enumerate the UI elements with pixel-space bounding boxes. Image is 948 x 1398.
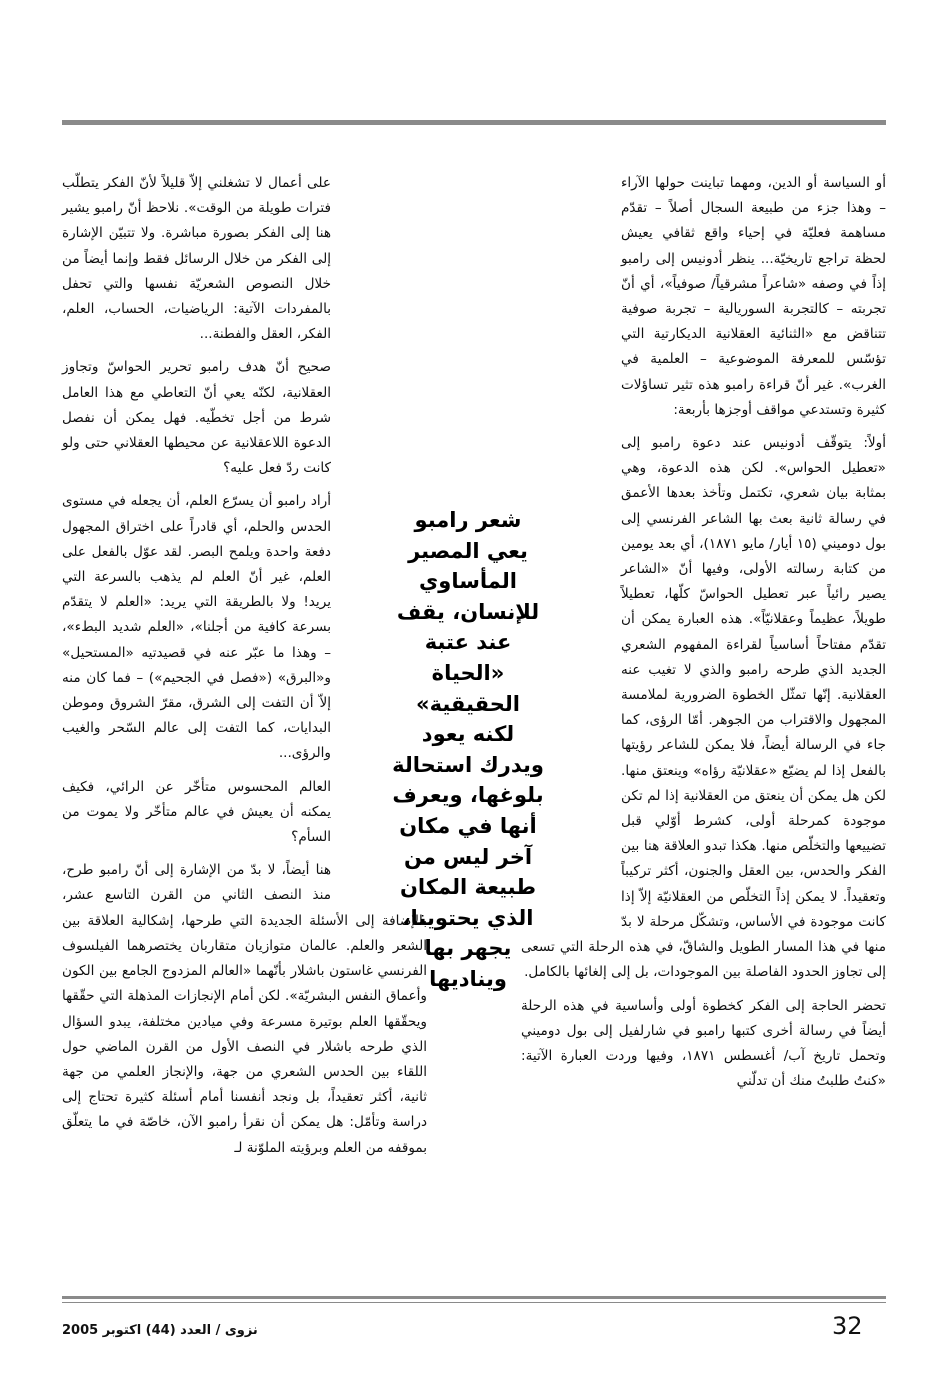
paragraph: أو السياسة أو الدين، ومهما تباينت حولها الآراء – وهذا جزء من طبيعة السجال أصلاً – تقدّم مساهمة فعليّة في إحياء واقع ثقافي يعيش لحظة تراجع تاريخيّة... ينظر أدونيس إلى رامبو إذاً في وصفه «شاعراً مشرقياً/ صوفياً»، أي أنّ تجربته – كالتجربة السوريالية – تجربة صوفية تتناقض مع «الثنائية العقلانية الديكارتية التي تؤسّس للمعرفة الموضوعية – العلمية في الغرب». غير أنّ قراءة رامبو هذه تثير تساؤلات كثيرة وتستدعي مواقف أوجزها بأربعة: [621, 175, 886, 418]
paragraph: على أعمال لا تشغلني إلاّ قليلاً لأنّ الفكر يتطلّب فترات طويلة من الوقت». نلاحظ أنّ رامبو يشير هنا إلى الفكر بصورة مباشرة. ولا تتبيّن الإشارة إلى الفكر من خلال الرسائل فقط وإنما أيضاً من خلال النصوص الشعريّة نفسها والتي تحفل بالمفردات الآتية: الرياضيات، الحساب، العلم، الفكر، العقل والفطنة... [62, 175, 331, 343]
paragraph: تحضر الحاجة إلى الفكر كخطوة أولى وأساسية في هذه الرحلة أيضاً في رسالة أخرى كتبها رامبو في شارلفيل إلى بول دوميني وتحمل تاريخ آب/ أغسطس ١٨٧١، وفيها وردت العبارة الآتية: «كنتُ طلبتُ منك أن تدلّني [521, 997, 886, 1090]
top-rule [62, 120, 886, 125]
paragraph: العالم المحسوس متأخّر عن الرائي، فكيف يمكنه أن يعيش في عالم متأخّر ولا يموت من السأم؟ [62, 778, 331, 846]
footer-journal-info: نزوى / العدد (44) اكتوبر 2005 [62, 1323, 258, 1338]
page-number: 32 [832, 1312, 863, 1340]
paragraph: صحيح أنّ هدف رامبو تحرير الحواسّ وتجاوز العقلانية، لكنّه يعي أنّ التعاطي مع هذا العامل شرط من أجل تخطّيه. فهل يمكن أن نفصل الدعوة اللاعقلانية عن محيطها العقلاني حتى ولو كانت ردّ فعل عليه؟ [62, 359, 331, 477]
left-column [62, 171, 427, 1169]
paragraph: أولاً: يتوقّف أدونيس عند دعوة رامبو إلى «تعطيل الحواس». لكن هذه الدعوة، وهي بمثابة بيان شعري، تكتمل وتأخذ بعدها الأعمق في رسالة ثانية بعث بها الشاعر الفرنسي إلى بول دوميني (١٥ أيار/ مايو ١٨٧١)، أي بعد يومين من كتابة رسالته الأولى، وفيها أنّ «الشاعر يصير رائياً عبر تعطيل الحواسّ كلّها، تعطيلاً طويلاً، عظيماً وعقلانيّاً». هذه العبارة يمكن أن تقدّم مفتاحاً أساسياً لقراءة المفهوم الشعري الجديد الذي طرحه رامبو والذي لا تغيب عنه العقلانية. إنّها تمثّل الخطوة الضرورية لملامسة المجهول والاقتراب من الجوهر. أمّا الرؤى، كما جاء في الرسالة أيضاً، فلا يمكن للشاعر رؤيتها بالفعل إذا لم يضيّع «عقلانيّة رؤاه» وينعتق منها. لكن هل يمكن أن ينعتق من العقلانية إذا لم تكن موجودة كمرحلة أولى، كشرط أوّلي قبل تضييعها والتخلّص منها. هكذا تبدو العلاقة هنا بين الفكر والحدس، بين العقل والجنون، أكثر تركيباً وتعقيداً. لا يمكن إذاً التخلّص من العقلانيّة إلاّ إذا كانت موجودة في الأساس، وتشكّل مرحلة لا بدّ منها في هذا المسار الطويل والشاقّ، في هذه الرحلة التي تسعى إلى تجاوز الحدود الفاصلة بين الموجودات، بل إلى إلغائها بالكامل. [521, 435, 886, 981]
right-column [521, 171, 886, 1102]
footer-rule-thin [62, 1302, 886, 1303]
pull-quote: شعر رامبو يعي المصير المأساوي للإنسان، يقف عند عتبة «الحياة الحقيقية» لكنه يعود ويدرك استحالة بلوغها، ويعرف أنها في مكان آخر ليس من طبيعة المكان الذي يحتوينا، يجهر بها ويناديها [392, 508, 544, 991]
paragraph: أراد رامبو أن يسرّع العلم، أن يجعله في مستوى الحدس والحلم، أي قادراً على اختراق المجهول دفعة واحدة ويلمح البصر. لقد عوّل بالفعل على العلم، غير أنّ العلم لم يذهب بالسرعة التي يريد! ولا بالطريقة التي يريد: «العلم لا يتقدّم بسرعة كافية من أجلنا»، «العلم شديد البطء»، – وهذا ما عبّر عنه في قصيدتيه «المستحيل» و«البرق» («فصل في الجحيم») – فما كان منه إلاّ أن التفت إلى الشرق، مقرّ الشروق وموطن البدايات، كما التفت إلى عالم السّحر والغيب والرؤى... [62, 493, 331, 762]
footer-rule [62, 1296, 886, 1299]
paragraph: هنا أيضاً، لا بدّ من الإشارة إلى أنّ رامبو طرح، منذ النصف الثاني من القرن التاسع عشر، بالإضافة إلى الأسئلة الجديدة التي طرحها، إشكالية العلاقة بين الشعر والعلم. عالمان متوازيان متقاربان يختصرهما الفيلسوف الفرنسي غاستون باشلار بأنّهما «العالم المزدوج الجامع بين الكون وأعماق النفس البشريّة». لكن أمام الإنجازات المذهلة التي حقّقها ويحقّقها العلم بوتيرة مسرعة وفي ميادين مختلفة، يبدو السؤال الذي طرحه باشلار في النصف الأول من القرن الماضي حول اللقاء بين الحدس الشعري من جهة، والإنجاز العلمي من جهة ثانية، أكثر تعقيداً، بل ونجد أنفسنا أمام أسئلة كثيرة تحتاج إلى دراسة وتأمّل: هل يمكن أن نقرأ رامبو الآن، خاصّة في ما يتعلّق بموقفه من العلم وبرؤيته الملوّنة لـ [62, 862, 427, 1156]
